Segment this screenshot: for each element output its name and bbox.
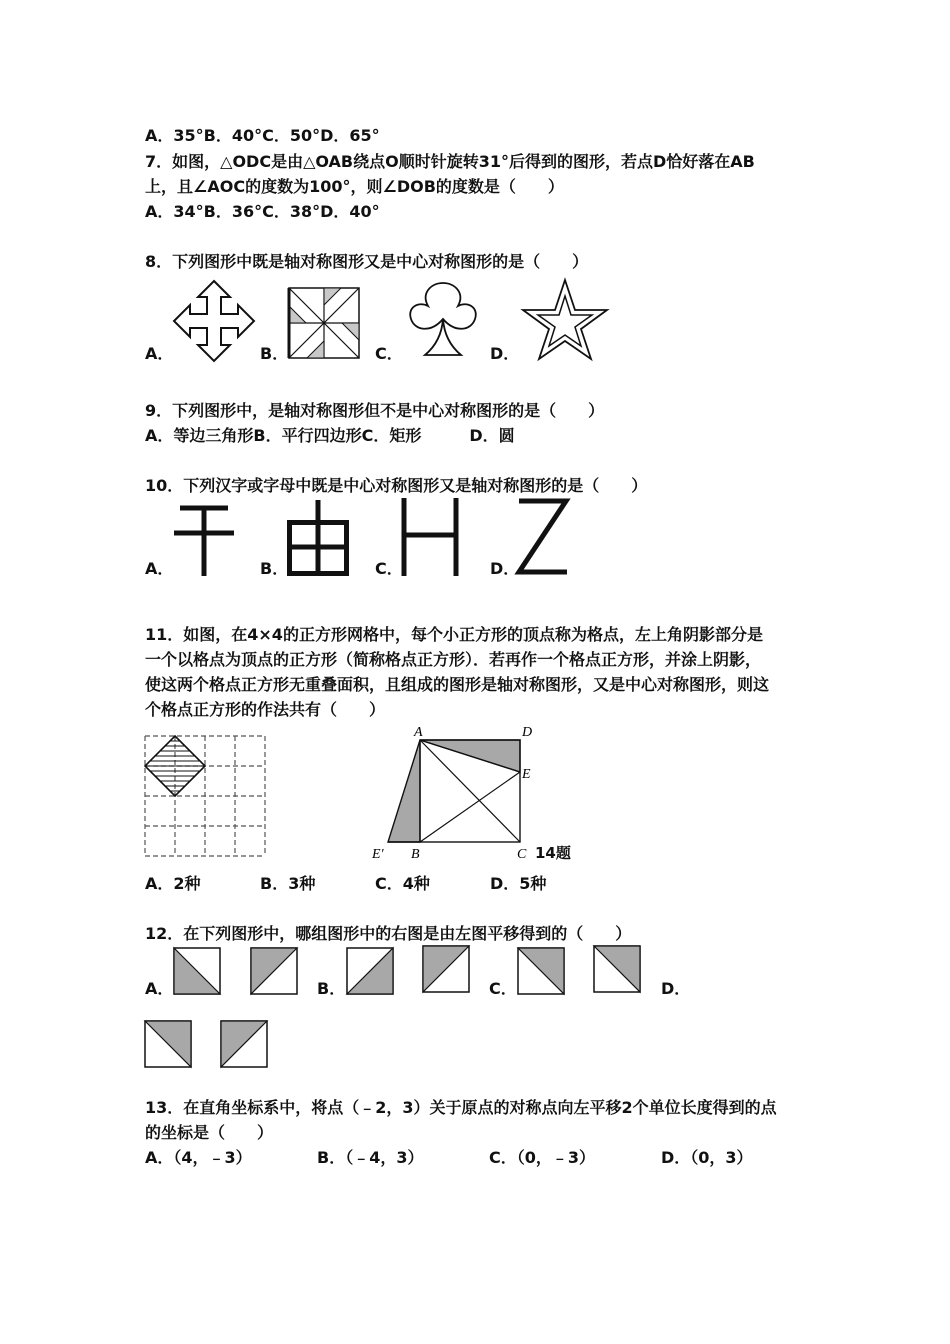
q13-option-d: D．（0，3） [661, 1148, 753, 1167]
q9-stem: 9．下列图形中，是轴对称图形但不是中心对称图形的是（ ） [145, 401, 605, 420]
q8-option-c-label: C． [375, 344, 403, 363]
q12-b-left-square [346, 947, 394, 995]
q9-options: A．等边三角形B．平行四边形C．矩形 D．圆 [145, 426, 515, 445]
q11-option-c: C．4种 [375, 874, 430, 893]
q12-a-left-square [173, 947, 221, 995]
glyph-h [400, 498, 460, 576]
four-way-arrow-icon [174, 281, 254, 361]
q13-stem-line1: 13．在直角坐标系中，将点（﹣2，3）关于原点的对称点向左平移2个单位长度得到的点 [145, 1098, 777, 1117]
q8-stem: 8．下列图形中既是轴对称图形又是中心对称图形的是（ ） [145, 252, 589, 271]
q8-option-d-label: D． [490, 344, 520, 363]
q12-option-a-label: A． [145, 979, 174, 998]
q11-stem-line1: 11．如图，在4×4的正方形网格中，每个小正方形的顶点称为格点，左上角阴影部分是 [145, 625, 763, 644]
q10-option-a-label: A． [145, 559, 174, 578]
q12-d-left-square [144, 1020, 192, 1068]
label-d: D [522, 725, 533, 740]
q7-options: A．34°B．36°C．38°D．40° [145, 202, 380, 221]
q7-stem-line1: 7．如图，△ODC是由△OAB绕点O顺时针旋转31°后得到的图形，若点D恰好落在AB [145, 152, 755, 171]
q11-option-d: D．5种 [490, 874, 547, 893]
q6-options: A．35°B．40°C．50°D．65° [145, 126, 380, 145]
glyph-you [287, 500, 349, 578]
grid-figure [144, 735, 267, 857]
q12-b-right-square [422, 945, 470, 993]
glyph-z [515, 498, 569, 576]
label-b: B [411, 847, 420, 862]
star-icon [522, 279, 608, 361]
q11-option-b: B．3种 [260, 874, 316, 893]
q7-stem-line2: 上，且∠AOC的度数为100°，则∠DOB的度数是（ ） [145, 177, 564, 196]
q13-option-c: C．（0，﹣3） [489, 1148, 596, 1167]
q12-c-left-square [517, 947, 565, 995]
q11-stem-line3: 使这两个格点正方形无重叠面积，且组成的图形是轴对称图形，又是中心对称图形，则这 [145, 675, 770, 694]
pinwheel-icon [288, 287, 360, 359]
q10-stem: 10．下列汉字或字母中既是中心对称图形又是轴对称图形的是（ ） [145, 476, 648, 495]
q12-option-c-label: C． [489, 979, 517, 998]
geometry-figure-14 [370, 722, 540, 867]
q11-stem-line2: 一个以格点为顶点的正方形（简称格点正方形）．若再作一个格点正方形，并涂上阴影， [145, 650, 762, 669]
q12-stem: 12．在下列图形中，哪组图形中的右图是由左图平移得到的（ ） [145, 924, 632, 943]
q10-option-d-label: D． [490, 559, 520, 578]
club-icon [403, 281, 483, 359]
q11-stem-line4: 个格点正方形的作法共有（ ） [145, 700, 386, 719]
q10-option-b-label: B． [260, 559, 289, 578]
label-e: E [522, 767, 531, 782]
q8-option-a-label: A． [145, 344, 174, 363]
q13-option-b: B．（﹣4，3） [317, 1148, 424, 1167]
q12-c-right-square [593, 945, 641, 993]
q11-option-a: A．2种 [145, 874, 201, 893]
q8-option-b-label: B． [260, 344, 289, 363]
q12-d-right-square [220, 1020, 268, 1068]
q13-option-a: A．（4，﹣3） [145, 1148, 252, 1167]
label-a: A [414, 725, 423, 740]
q10-option-c-label: C． [375, 559, 403, 578]
q12-option-b-label: B． [317, 979, 346, 998]
label-e-prime: E′ [372, 847, 384, 862]
figure-caption-14: 14题 [535, 844, 571, 862]
q13-stem-line2: 的坐标是（ ） [145, 1123, 274, 1142]
label-c: C [517, 847, 527, 862]
q12-option-d-label: D． [661, 979, 691, 998]
glyph-gan [172, 500, 236, 576]
q12-a-right-square [250, 947, 298, 995]
